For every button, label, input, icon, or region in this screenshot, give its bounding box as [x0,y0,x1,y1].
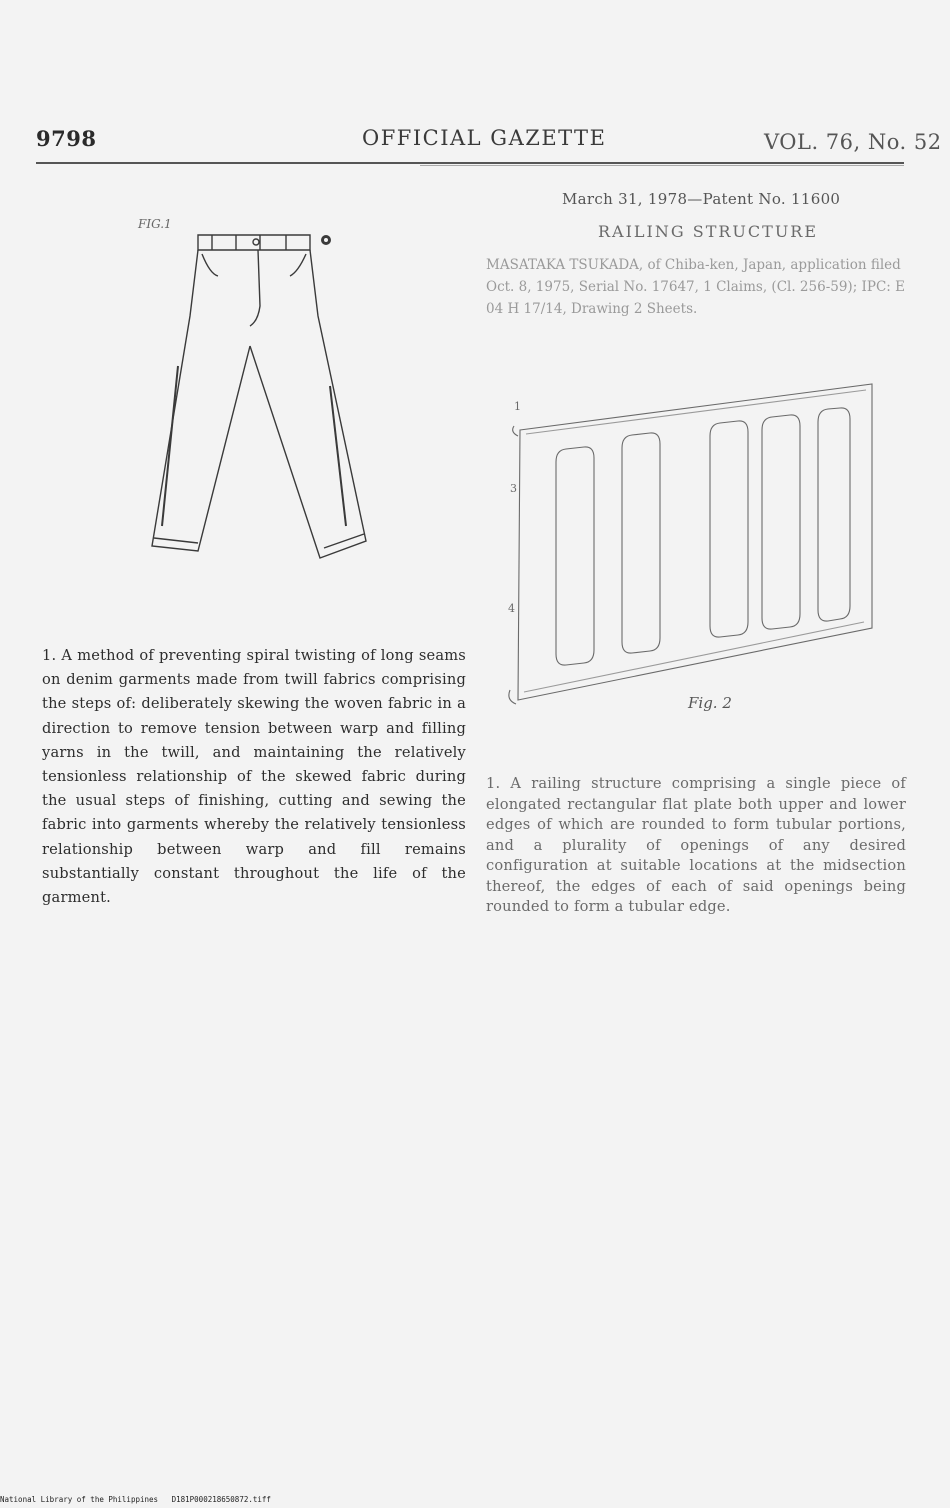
publication-title: OFFICIAL GAZETTE [362,126,607,150]
svg-text:3: 3 [510,482,517,495]
svg-text:4: 4 [508,602,515,615]
claim-1-denim-method: 1. A method of preventing spiral twisting of long seams on denim garments made from twill fabrics comprising the steps of: deliberately skewing the woven fabric in a direction to remove tension between warp and filling yarns in the twill, and maintaining the relatively tensionless relationship of the skewed fabric during the usual steps of finishing, cutting and sewing the fabric into garments whereby the relatively tensionless relationship between warp and fill remains substantially constant throughout the life of the garment. [42,647,466,907]
header-rule-faint [420,165,904,166]
figure-2-label: Fig. 2 [688,694,732,712]
patent-date-number: March 31, 1978—Patent No. 11600 [562,190,841,208]
patent-applicant-details: MASATAKA TSUKADA, of Chiba-ken, Japan, application filed Oct. 8, 1975, Serial No. 17647, 1 Claims, (Cl. 256-59); IPC: E 04 H 17/14, Drawing 2 Sheets. [486,257,905,317]
footer-file: D181P000218650872.tiff [171,1495,271,1504]
volume-label: VOL. 76, No. 52 [764,130,942,154]
svg-text:1: 1 [514,400,521,413]
figure-1-label: FIG.1 [138,217,172,231]
patent-title: RAILING STRUCTURE [598,222,819,241]
figure-2-railing-drawing [500,370,890,740]
claim-1-railing-structure: 1. A railing structure comprising a single piece of elongated rectangular flat plate both upper and lower edges of which are rounded to form tubular portions, and a plurality of openings of any desired configuration at suitable locations at the midsection thereof, the edges of each of said openings being rounded to form a tubular edge. [486,775,906,915]
footer-source: National Library of the Philippines [0,1495,159,1504]
page-number: 9798 [36,126,97,151]
header-rule [36,162,904,164]
scan-footer [0,1495,271,1504]
figure-1-jeans-drawing [140,226,380,566]
